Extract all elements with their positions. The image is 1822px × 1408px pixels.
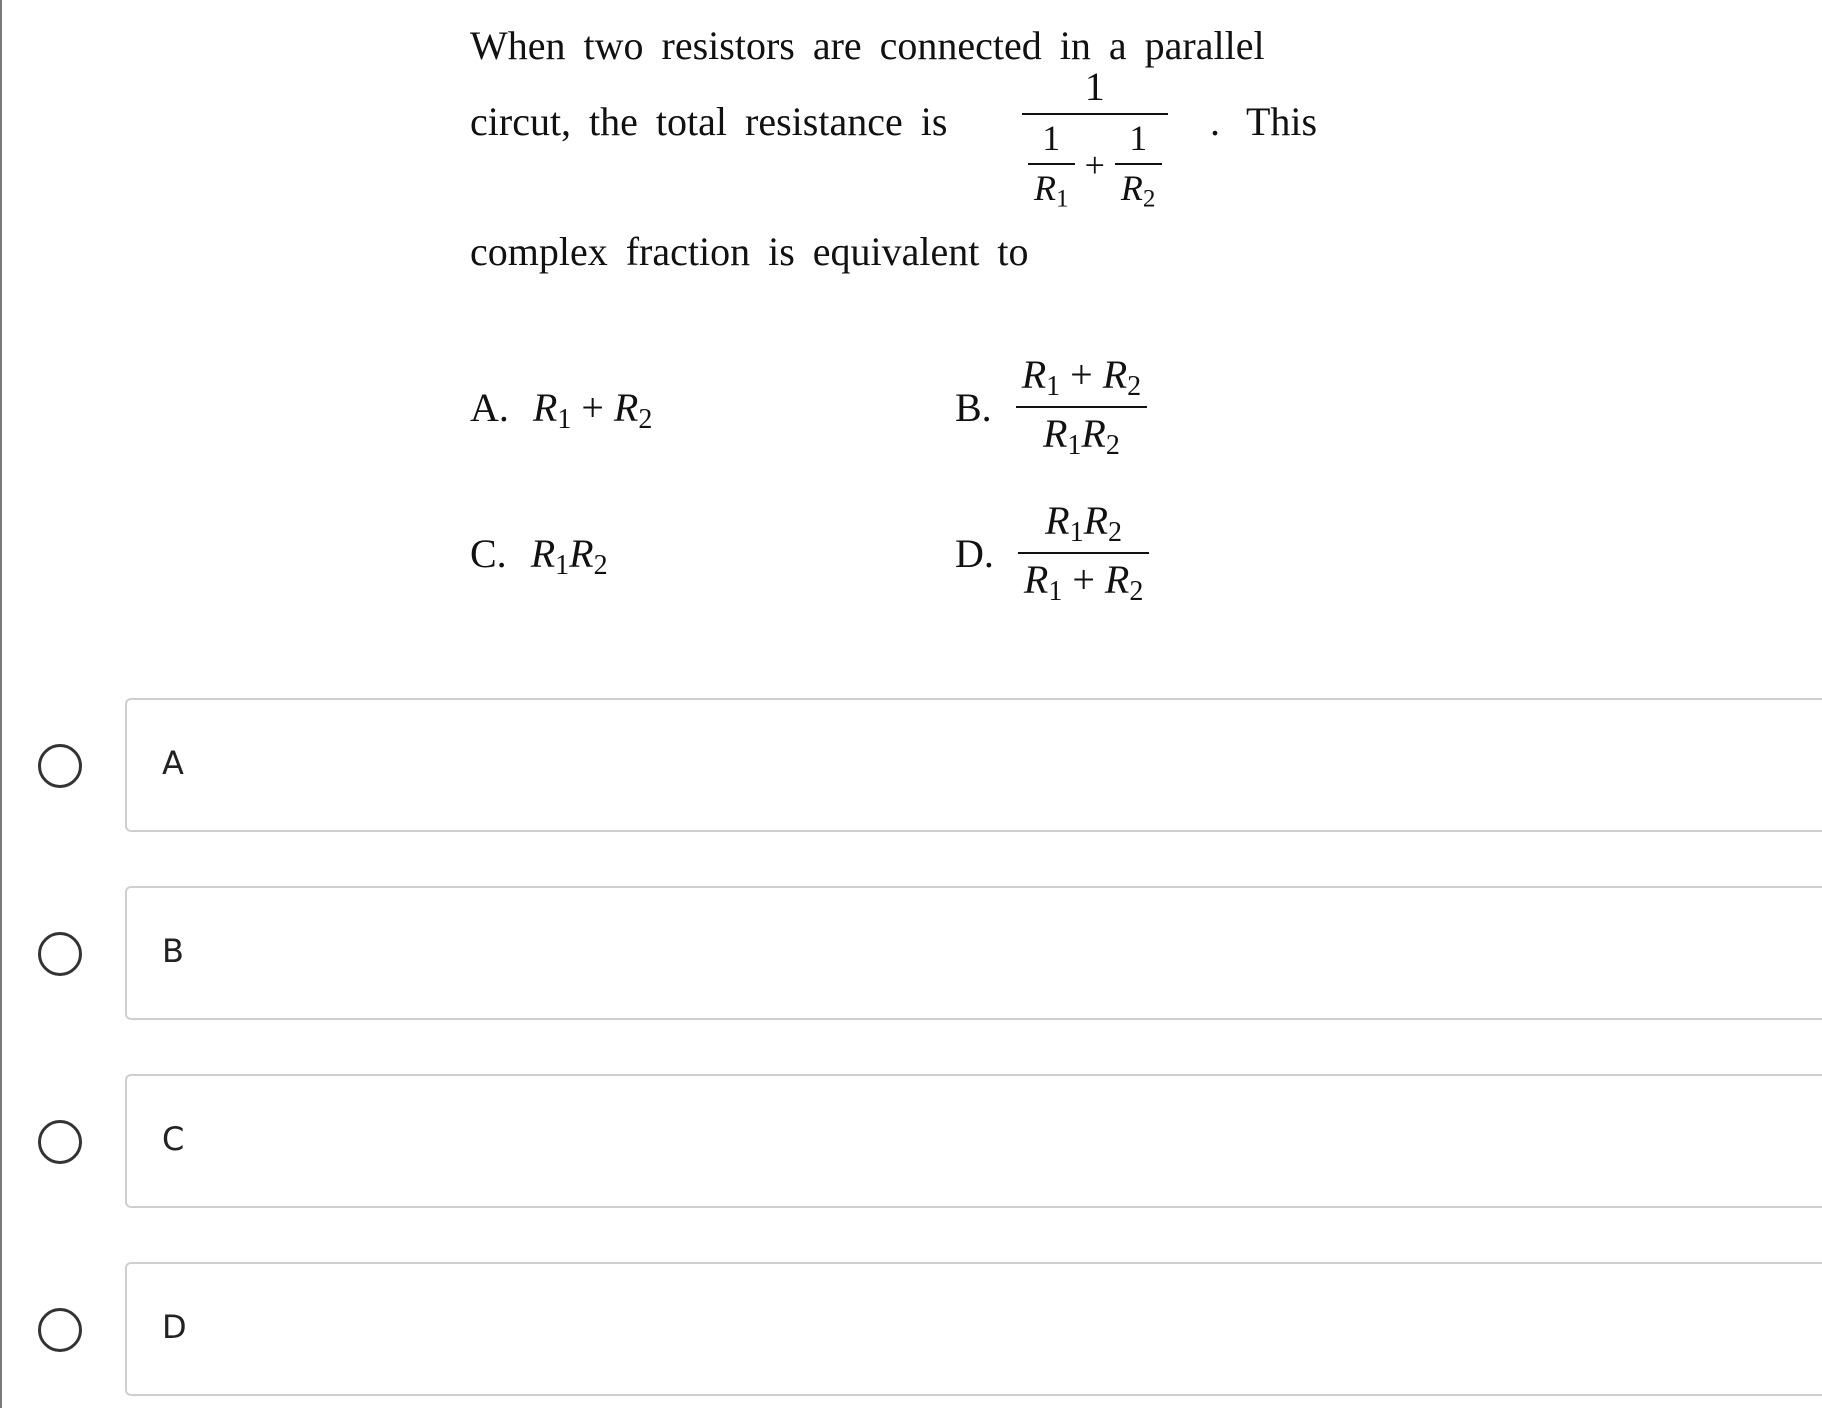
choice-d-den-var2: R [1104, 557, 1130, 603]
option-label-d: D [162, 1308, 187, 1346]
choice-b-den-var2: R [1081, 411, 1106, 457]
choice-d-bar [1018, 552, 1149, 554]
choice-a-op: + [581, 385, 604, 430]
choice-c-var1: R [530, 531, 556, 576]
choice-b-num-sub2: 2 [1127, 371, 1142, 402]
choice-b-num-op: + [1070, 352, 1093, 397]
choice-b-num-var1: R [1021, 352, 1047, 397]
choice-a-var1: R [532, 385, 558, 430]
question-line-2-end: This [1246, 99, 1318, 144]
answer-option-b[interactable] [0, 886, 1822, 1022]
answer-option-c[interactable] [0, 1074, 1822, 1210]
answer-option-a[interactable] [0, 698, 1822, 834]
formula-term2-sub: 2 [1142, 185, 1156, 213]
answer-option-d[interactable] [0, 1262, 1822, 1398]
formula-term2-bar [1115, 163, 1162, 165]
choice-d-den-var1: R [1023, 557, 1049, 603]
choice-c-letter: C. [470, 531, 507, 576]
choice-d-letter: D. [955, 530, 994, 576]
choice-b-den-sub1: 1 [1067, 430, 1082, 462]
choice-b-num-sub1: 1 [1046, 371, 1061, 402]
option-label-a: A [162, 744, 184, 782]
option-box-d[interactable] [125, 1262, 1822, 1396]
choice-d-den-sub2: 2 [1129, 576, 1144, 608]
choice-d-den-sub1: 1 [1048, 576, 1063, 608]
question-line-2-suffix: . [1210, 99, 1220, 144]
question-line-3: complex fraction is equivalent to [470, 229, 1029, 274]
choice-c-sub1: 1 [555, 550, 570, 581]
choice-b-den-var1: R [1042, 411, 1068, 457]
question-line-2-prefix: circut, the total resistance is [470, 99, 948, 144]
radio-button-c[interactable] [38, 1120, 82, 1164]
choice-c-sub2: 2 [593, 550, 608, 581]
option-box-a[interactable] [125, 698, 1822, 832]
radio-button-b[interactable] [38, 932, 82, 976]
choice-d-num-var2: R [1083, 498, 1109, 543]
question-line-1: When two resistors are connected in a parallel [470, 23, 1265, 68]
choice-b-den-sub2: 2 [1105, 430, 1120, 462]
option-label-c: C [162, 1120, 185, 1158]
formula-term1-sub: 1 [1056, 185, 1069, 213]
formula-plus: + [1084, 145, 1105, 186]
choice-d-num-sub2: 2 [1108, 517, 1123, 548]
choice-b-num-var2: R [1102, 352, 1128, 397]
choice-d-den-op: + [1072, 557, 1095, 603]
choice-a-sub2: 2 [638, 404, 653, 435]
formula-term1-var: R [1034, 167, 1056, 208]
radio-button-d[interactable] [38, 1308, 82, 1352]
formula-term2-num: 1 [1129, 118, 1148, 158]
formula-term1-num: 1 [1042, 118, 1061, 158]
choice-a-letter: A. [470, 385, 509, 430]
formula-main-bar [1022, 113, 1168, 115]
choice-d-num-var1: R [1045, 498, 1070, 543]
option-box-b[interactable] [125, 886, 1822, 1020]
choice-a [470, 384, 652, 436]
choice-d [955, 500, 1149, 607]
formula-numerator: 1 [1084, 64, 1105, 109]
choice-b [955, 354, 1147, 461]
formula-term2-var: R [1120, 167, 1143, 208]
choice-b-letter: B. [955, 384, 992, 430]
choice-d-num-sub1: 1 [1069, 517, 1084, 548]
resistance-formula [1022, 66, 1168, 213]
option-label-b: B [162, 932, 184, 970]
choice-a-var2: R [613, 385, 639, 430]
question-line-2 [470, 98, 947, 145]
choice-c [470, 530, 608, 582]
choice-c-var2: R [569, 531, 594, 576]
radio-button-a[interactable] [38, 744, 82, 788]
choice-a-sub1: 1 [557, 404, 572, 435]
formula-term1-bar [1028, 163, 1075, 165]
choice-b-bar [1016, 406, 1147, 408]
option-box-c[interactable] [125, 1074, 1822, 1208]
